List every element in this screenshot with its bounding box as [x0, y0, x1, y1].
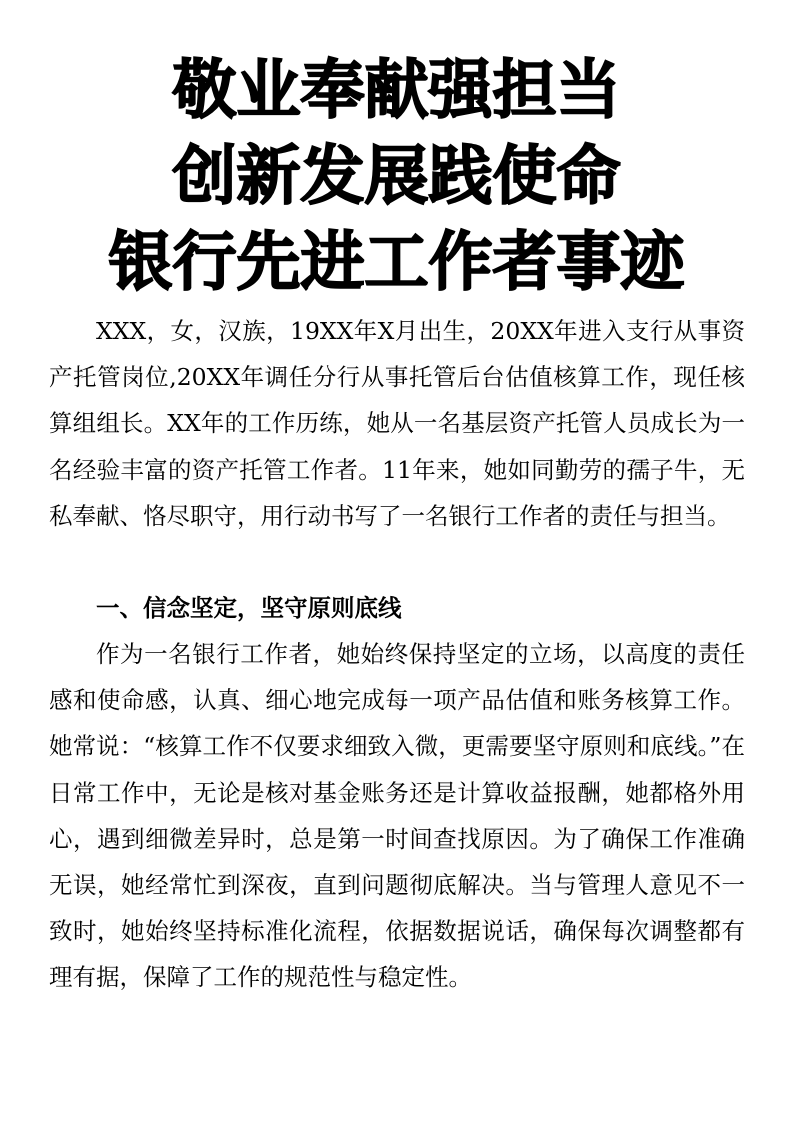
section-paragraph: 作为一名银行工作者，她始终保持坚定的立场，以高度的责任感和使命感，认真、细心地完成每一项产品估值和账务核算工作。她常说：“核算工作不仅要求细致入微，更需要坚守原则和底线。”在日常工作中，无论是核对基金账务还是计算收益报酬，她都格外用心，遇到细微差异时，总是第一时间查找原因。为了确保工作准确无误，她经常忙到深夜，直到问题彻底解决。当与管理人意见不一致时，她始终坚持标准化流程，依据数据说话，确保每次调整都有理有据，保障了工作的规范性与稳定性。: [49, 640, 745, 992]
title-line-3: 银行先进工作者事迹: [108, 226, 685, 300]
document-title: [0, 48, 793, 306]
intro-paragraph: XXX，女，汉族，19XX年X月出生，20XX年进入支行从事资产托管岗位,20XX年调任分行从事托管后台估值核算工作，现任核算组组长。XX年的工作历练，她从一名基层资产托管人员成长为一名经验丰富的资产托管工作者。11年来，她如同勤劳的孺子牛，无私奉献、恪尽职守，用行动书写了一名银行工作者的责任与担当。: [49, 317, 745, 530]
title-line-2: 创新发展践使命: [172, 140, 621, 214]
section-heading: 一、信念坚定，坚守原则底线: [96, 594, 402, 622]
title-line-1: 敬业奉献强担当: [172, 54, 621, 128]
